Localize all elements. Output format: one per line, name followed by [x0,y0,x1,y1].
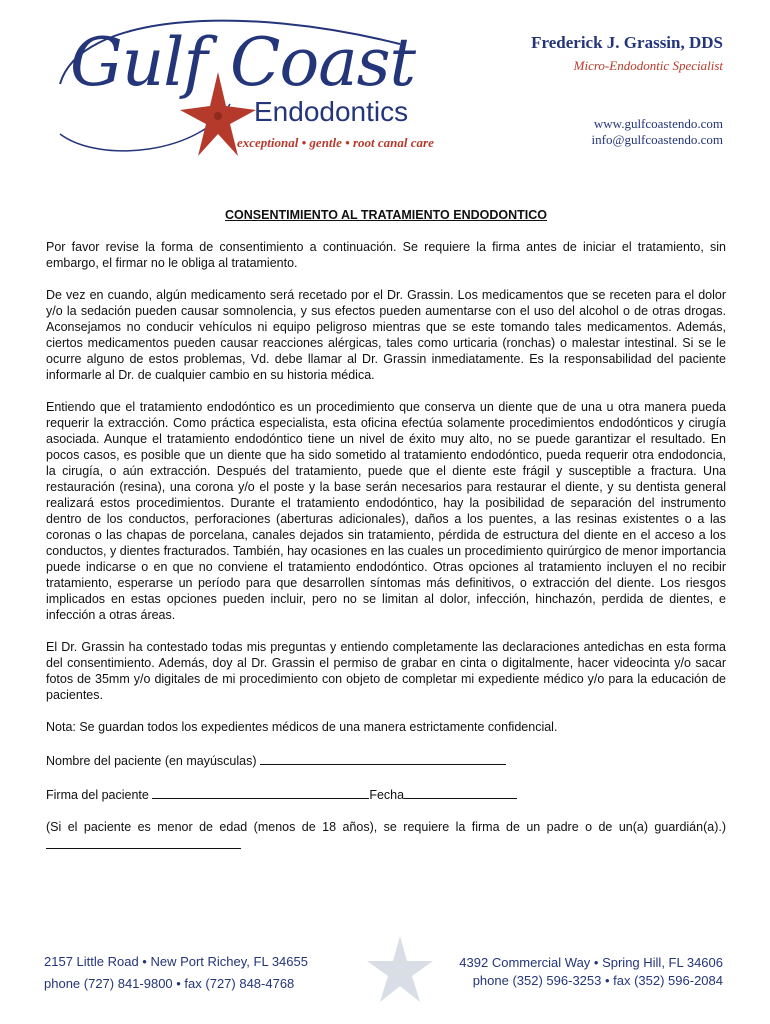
logo-word-endodontics: Endodontics [254,96,409,127]
minor-guardian-text: (Si el paciente es menor de edad (menos de 18 años), se requiere la firma de un padre o de un(a) guardián(a).) [46,820,726,834]
patient-name-line[interactable] [260,751,506,765]
paragraph-medication: De vez en cuando, algún medicamento será recetado por el Dr. Grassin. Los medicamentos que se receten para el dolor y/o la sedación pueden causar somnolencia, y sus efectos pueden aumentarse con el uso del alcohol o de otras drogas. Aconsejamos no conducir vehículos ni equipo peligroso mientras que se este tomando tales medicamentos. Además, ciertos medicamentos pueden causar reacciones alérgicas, tales como urticaria (ronchas) o malestar intestinal. Si se le ocurre alguno de estos problemas, Vd. debe llamar al Dr. Grassin inmediatamente. Es la responsabilidad del paciente informarle al Dr. de cualquier cambio en su historia médica. [46,288,726,382]
patient-name-row [46,751,726,769]
website-link[interactable]: www.gulfcoastendo.com [593,116,723,131]
footer-left-address: 2157 Little Road • New Port Richey, FL 34655 [44,954,308,969]
signature-row [46,785,726,803]
paragraph-confidentiality-note: Nota: Se guardan todos los expedientes médicos de una manera estrictamente confidencial. [46,720,558,734]
footer-right-phone: phone (352) 596-3253 • fax (352) 596-2084 [472,973,723,988]
doctor-specialty: Micro-Endodontic Specialist [573,58,723,73]
minor-guardian-note [46,819,726,853]
paragraph-acknowledgement: El Dr. Grassin ha contestado todas mis preguntas y entiendo completamente las declaraciones antedichas en esta forma del consentimiento. Además, doy al Dr. Grassin el permiso de grabar en cinta o digitalmente, hacer videocinta y/o sacar fotos de 35mm y/o digitales de mi procedimiento con objeto de completar mi expediente médico y/o para la educación de pacientes. [46,640,726,702]
signature-label: Firma del paciente [46,788,149,802]
logo-word-gulf: Gulf [70,24,207,101]
consent-form-body [46,207,726,853]
patient-name-label: Nombre del paciente (en mayúsculas) [46,754,257,768]
footer-office-spring-hill [459,954,723,990]
logo-word-coast: Coast [230,24,415,101]
footer-starfish-icon [365,934,435,1004]
date-line[interactable] [404,785,517,799]
footer-office-new-port-richey [44,951,308,995]
footer-right-address: 4392 Commercial Way • Spring Hill, FL 34606 [459,955,723,970]
logo-tagline: exceptional • gentle • root canal care [237,135,434,150]
letterhead [0,0,770,185]
paragraph-intro: Por favor revise la forma de consentimiento a continuación. Se requiere la firma antes de iniciar el tratamiento, sin embargo, el firmar no le obliga al tratamiento. [46,240,726,270]
document-title: CONSENTIMIENTO AL TRATAMIENTO ENDODONTICO [225,208,547,222]
doctor-name: Frederick J. Grassin, DDS [531,33,723,52]
signature-line[interactable] [152,785,369,799]
email-link[interactable]: info@gulfcoastendo.com [591,132,723,147]
date-label: Fecha [369,788,405,802]
gulf-coast-logo [40,14,440,164]
paragraph-treatment-risks: Entiendo que el tratamiento endodóntico es un procedimiento que conserva un diente que de una u otra manera pueda requerir la extracción. Como práctica especialista, esta oficina efectúa solamente procedimientos endodónticos y cirugía asociada. Aunque el tratamiento endodóntico tiene un nivel de éxito muy alto, no se puede garantizar el resultado. En pocos casos, es posible que un diente que ha sido sometido al tratamiento endodóntico, pueda requerir otra endodoncia, la cirugía, o aún extracción. Después del tratamiento, puede que el diente este frágil y susceptible a fractura. Una restauración (resina), una corona y/o el poste y la base serán necesarios para restaurar el diente, y su dentista general realizará estos procedimientos. Durante el tratamiento endodóntico, hay la posibilidad de separación del instrumento dentro de los conductos, perforaciones (aberturas adicionales), daños a los puentes, a las resinas existentes o a las coronas o las chapas de porcelana, canales dejados sin tratamiento, pérdida de estructura del diente en el acceso a los conductos, y dientes fracturados. También, hay ocasiones en las cuales un procedimiento quirúrgico de menor importancia puede indicarse o en que no conviene el tratamiento endodóntico. Otras opciones al tratamiento incluyen el no recibir tratamiento, esperarse un período para que desarrollen síntomas más definitivos, o extracción del diente. Los riesgos implicados en estas opciones pueden incluir, pero no se limitan al dolor, infección, hinchazón, perdida de dientes, e infección a otras áreas. [46,400,726,622]
guardian-signature-line[interactable] [46,835,241,849]
footer-left-phone: phone (727) 841-9800 • fax (727) 848-4768 [44,976,295,991]
